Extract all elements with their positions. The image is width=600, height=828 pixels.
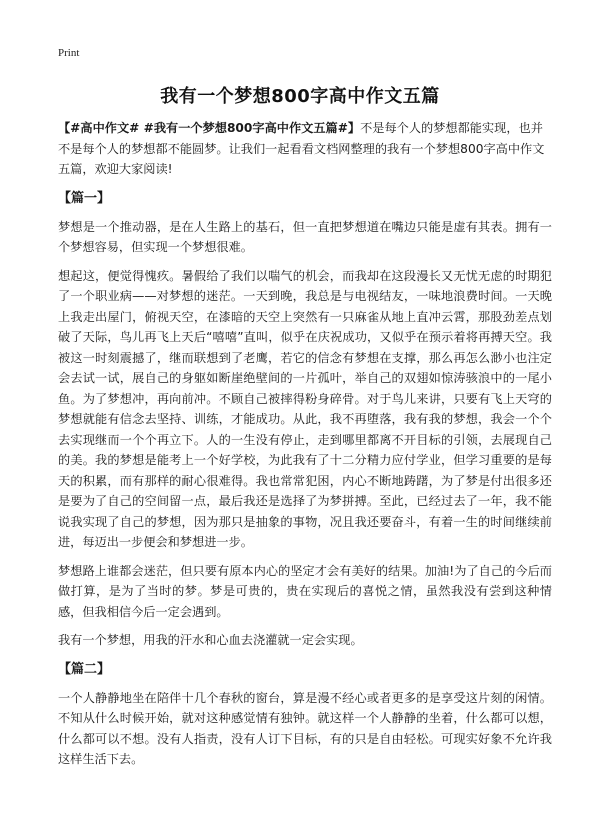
paragraph: 想起这，便觉得愧疚。暑假给了我们以喘气的机会，而我却在这段漫长又无忧无虑的时期犯了一个职业病——对梦想的迷茫。一天到晚，我总是与电视结友，一味地浪费时间。一天晚上我走出屋门，俯视天空，在漆暗的天空上突然有一只麻雀从地上直冲云霄，那股劲差点划破了天际，鸟儿再飞上天后“嘻嘻”直叫，似乎在庆祝成功，又似乎在预示着将再搏天空。我被这一时刻震撼了，继而联想到了老鹰，若它的信念有梦想在支撑，那么再怎么渺小也注定会去试一试，展自己的身躯如断崖绝壁间的一片孤叶，举自己的双翅如惊涛骇浪中的一尾小鱼。为了梦想冲，再向前冲。不顾自己被摔得粉身碎骨。对于鸟儿来讲，只要有飞上天穹的梦想就能有信念去坚持、训练，才能成功。从此，我不再堕落，我有我的梦想，我会一个个去实现继而一个个再立下。人的一生没有停止，走到哪里都离不开目标的引领，去展现自己的美。我的梦想是能考上一个好学校，为此我有了十二分精力应付学业，但学习重要的是每天的积累，而有那样的耐心很难得。我也常常犯困，内心不断地踌躇，为了梦是付出很多还是要为了自己的空间留一点，最后我还是选择了为梦拼搏。至此，已经过去了一年，我不能说我实现了自己的梦想，因为那只是抽象的事物，况且我还要奋斗，有着一生的时间继续前进，每迈出一步便会和梦想进一步。 bbox=[58, 268, 552, 549]
document-body bbox=[58, 118, 552, 778]
paragraph: 我有一个梦想，用我的汗水和心血去浇灌就一定会实现。 bbox=[58, 633, 363, 647]
intro-paragraph bbox=[58, 118, 552, 180]
section-heading-2: 【篇二】 bbox=[58, 661, 111, 677]
section-heading-1: 【篇一】 bbox=[58, 190, 111, 206]
intro-tags: 【#高中作文# #我有一个梦想800字高中作文五篇#】 bbox=[58, 121, 361, 135]
paragraph: 一个人静静地坐在陪伴十几个春秋的窗台，算是漫不经心或者更多的是享受这片刻的闲情。不知从什么时候开始，就对这种感觉情有独钟。就这样一个人静静的坐着，什么都可以想，什么都可以不想。没有人指责，没有人订下目标，有的只是自由轻松。可现实好象不允许我这样生活下去。 bbox=[58, 690, 552, 766]
page-title: 我有一个梦想800字高中作文五篇 bbox=[160, 86, 440, 107]
intro-text: 不是每个人的梦想都能实现，也并不是每个人的梦想都不能圆梦。让我们一起看看文档网整理的我有一个梦想800字高中作文五篇，欢迎大家阅读! bbox=[58, 121, 545, 176]
paragraph: 梦想路上谁都会迷茫，但只要有原本内心的坚定才会有美好的结果。加油!为了自己的今后而做打算，是为了当时的梦。梦是可贵的，贵在实现后的喜悦之情，虽然我没有尝到这种情感，但我相信今后一定会遇到。 bbox=[58, 563, 552, 619]
print-label: Print bbox=[58, 47, 80, 59]
paragraph: 梦想是一个推动器，是在人生路上的基石，但一直把梦想道在嘴边只能是虚有其表。拥有一个梦想容易，但实现一个梦想很难。 bbox=[58, 219, 552, 254]
